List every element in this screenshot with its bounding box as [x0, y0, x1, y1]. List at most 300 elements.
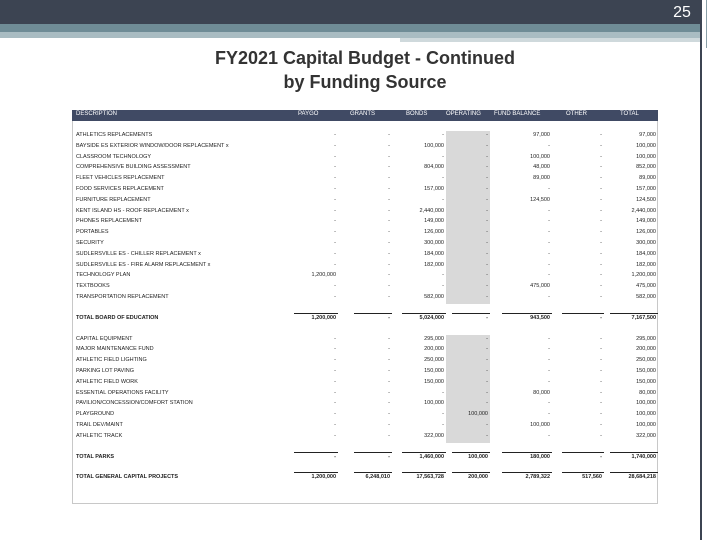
cell-operating: - — [486, 185, 488, 192]
cell-paygo: - — [334, 283, 336, 290]
table-row — [72, 196, 658, 207]
cell-paygo: - — [334, 400, 336, 407]
table-row — [72, 293, 658, 304]
cell-grants: - — [388, 389, 390, 396]
cell-total: 150,000 — [636, 378, 656, 385]
cell-other: - — [600, 314, 602, 321]
cell-paygo: - — [334, 421, 336, 428]
cell-bonds: 100,000 — [424, 142, 444, 149]
total-underline — [452, 472, 490, 473]
total-underline — [502, 452, 552, 453]
table-row — [72, 271, 658, 282]
cell-total: 100,000 — [636, 153, 656, 160]
cell-operating: - — [486, 272, 488, 279]
row-description: PHONES REPLACEMENT — [76, 218, 143, 225]
table-row — [72, 207, 658, 218]
cell-other: - — [600, 335, 602, 342]
row-description: TRANSPORTATION REPLACEMENT — [76, 293, 169, 300]
cell-bonds: 300,000 — [424, 239, 444, 246]
cell-other: - — [600, 357, 602, 364]
table-row — [72, 282, 658, 293]
cell-operating: - — [486, 250, 488, 257]
total-underline — [402, 452, 446, 453]
cell-other: - — [600, 132, 602, 138]
cell-other: - — [600, 411, 602, 418]
cell-paygo: - — [334, 207, 336, 214]
total-underline — [402, 472, 446, 473]
cell-other: - — [600, 142, 602, 149]
cell-total: 582,000 — [636, 293, 656, 300]
row-description: PLAYGROUND — [76, 411, 115, 418]
row-description: FOOD SERVICES REPLACEMENT — [76, 185, 164, 192]
header-bonds: BONDS — [406, 111, 428, 117]
cell-other: - — [600, 250, 602, 257]
capital-budget-table — [72, 110, 658, 484]
cell-bonds: - — [442, 421, 444, 428]
table-row — [72, 345, 658, 356]
cell-paygo: - — [334, 261, 336, 268]
cell-total: 7,167,500 — [631, 314, 656, 321]
row-description: TECHNOLOGY PLAN — [76, 272, 131, 279]
cell-operating: - — [486, 239, 488, 246]
table-row — [72, 228, 658, 239]
cell-grants: - — [388, 378, 390, 385]
total-underline — [354, 472, 392, 473]
cell-paygo: 1,200,000 — [311, 272, 336, 279]
cell-paygo: - — [334, 196, 336, 203]
cell-fund-balance: - — [548, 346, 550, 353]
cell-other: - — [600, 272, 602, 279]
table-row — [72, 174, 658, 185]
cell-grants: - — [388, 400, 390, 407]
table-row — [72, 153, 658, 164]
cell-bonds: 5,024,000 — [419, 314, 444, 321]
cell-total: 322,000 — [636, 432, 656, 439]
cell-operating: - — [486, 378, 488, 385]
cell-total: 97,000 — [639, 132, 656, 138]
cell-total: 475,000 — [636, 283, 656, 290]
total-underline — [294, 452, 338, 453]
cell-other: - — [600, 283, 602, 290]
table-row — [72, 335, 658, 346]
total-underline — [562, 452, 604, 453]
cell-paygo: - — [334, 142, 336, 149]
cell-grants: - — [388, 153, 390, 160]
parks-section — [72, 335, 658, 443]
cell-grants: - — [388, 164, 390, 171]
cell-operating: - — [486, 229, 488, 236]
slide-title-line-1: FY2021 Capital Budget - Continued — [214, 48, 516, 68]
cell-operating: - — [486, 207, 488, 214]
cell-total: 300,000 — [636, 239, 656, 246]
cell-bonds: - — [442, 132, 444, 138]
cell-total: 100,000 — [636, 411, 656, 418]
cell-paygo: 1,200,000 — [311, 314, 336, 321]
row-description: TEXTBOOKS — [76, 283, 110, 290]
row-description: ESSENTIAL OPERATIONS FACILITY — [76, 389, 169, 396]
row-description: KENT ISLAND HS - ROOF REPLACEMENT x — [76, 207, 189, 214]
cell-paygo: - — [334, 346, 336, 353]
cell-bonds: - — [442, 283, 444, 290]
slide-title — [150, 46, 580, 94]
cell-fund-balance: 97,000 — [533, 132, 550, 138]
cell-bonds: 200,000 — [424, 346, 444, 353]
table-row — [72, 142, 658, 153]
cell-other: - — [600, 367, 602, 374]
cell-other: - — [600, 164, 602, 171]
cell-fund-balance: - — [548, 378, 550, 385]
table-row — [72, 163, 658, 174]
cell-fund-balance: - — [548, 293, 550, 300]
cell-bonds: 1,460,000 — [419, 453, 444, 460]
cell-bonds: 149,000 — [424, 218, 444, 225]
cell-paygo: - — [334, 432, 336, 439]
cell-grants: - — [388, 314, 390, 321]
table-row — [72, 356, 658, 367]
total-board-row-container — [72, 314, 658, 325]
table-row — [72, 367, 658, 378]
table-row — [72, 378, 658, 389]
cell-paygo: - — [334, 132, 336, 138]
cell-total: 295,000 — [636, 335, 656, 342]
cell-grants: - — [388, 346, 390, 353]
cell-bonds: 184,000 — [424, 250, 444, 257]
cell-fund-balance: - — [548, 432, 550, 439]
cell-grants: - — [388, 250, 390, 257]
total-underline — [610, 472, 658, 473]
cell-operating: - — [486, 283, 488, 290]
cell-operating: - — [486, 367, 488, 374]
cell-grants: - — [388, 283, 390, 290]
cell-fund-balance: 100,000 — [530, 153, 550, 160]
cell-total: 126,000 — [636, 229, 656, 236]
row-description: TOTAL PARKS — [76, 453, 115, 460]
cell-bonds: - — [442, 411, 444, 418]
cell-total: 200,000 — [636, 346, 656, 353]
table-row — [72, 410, 658, 421]
cell-other: - — [600, 346, 602, 353]
cell-paygo: - — [334, 229, 336, 236]
cell-operating: - — [486, 346, 488, 353]
cell-fund-balance: 48,000 — [533, 164, 550, 171]
table-row — [72, 250, 658, 261]
cell-bonds: 150,000 — [424, 367, 444, 374]
cell-bonds: - — [442, 196, 444, 203]
table-spacer — [72, 325, 658, 335]
cell-bonds: 182,000 — [424, 261, 444, 268]
header-paygo: PAYGO — [298, 111, 319, 117]
cell-other: - — [600, 229, 602, 236]
row-description: ATHLETIC TRACK — [76, 432, 123, 439]
cell-operating: - — [486, 164, 488, 171]
cell-total: 1,200,000 — [631, 272, 656, 279]
row-description: ATHLETICS REPLACEMENTS — [76, 132, 153, 138]
cell-grants: 6,248,010 — [365, 474, 390, 481]
cell-paygo: - — [334, 378, 336, 385]
table-row — [72, 399, 658, 410]
total-row — [72, 473, 658, 484]
cell-operating: - — [486, 142, 488, 149]
cell-operating: 200,000 — [468, 474, 488, 481]
total-underline — [562, 313, 604, 314]
table-row — [72, 432, 658, 443]
cell-total: 124,500 — [636, 196, 656, 203]
cell-paygo: - — [334, 367, 336, 374]
cell-grants: - — [388, 196, 390, 203]
cell-operating: 100,000 — [468, 411, 488, 418]
slide-top-bar — [0, 0, 700, 24]
cell-bonds: - — [442, 272, 444, 279]
cell-fund-balance: - — [548, 218, 550, 225]
cell-fund-balance: - — [548, 239, 550, 246]
cell-operating: - — [486, 421, 488, 428]
table-row — [72, 261, 658, 272]
cell-total: 157,000 — [636, 185, 656, 192]
cell-operating: - — [486, 335, 488, 342]
cell-paygo: - — [334, 250, 336, 257]
row-description: PORTABLES — [76, 229, 109, 236]
cell-paygo: - — [334, 357, 336, 364]
table-row — [72, 421, 658, 432]
cell-fund-balance: - — [548, 411, 550, 418]
table-row — [72, 389, 658, 400]
row-description: MAJOR MAINTENANCE FUND — [76, 346, 154, 353]
cell-operating: - — [486, 153, 488, 160]
cell-other: - — [600, 421, 602, 428]
cell-other: - — [600, 196, 602, 203]
row-description: SUDLERSVILLE ES - FIRE ALARM REPLACEMENT x — [76, 261, 211, 268]
cell-bonds: 2,440,000 — [419, 207, 444, 214]
total-underline — [562, 472, 604, 473]
cell-paygo: - — [334, 389, 336, 396]
cell-grants: - — [388, 367, 390, 374]
row-description: TRAIL DEV/MAINT — [76, 421, 123, 428]
cell-bonds: 157,000 — [424, 185, 444, 192]
cell-total: 182,000 — [636, 261, 656, 268]
cell-bonds: 250,000 — [424, 357, 444, 364]
cell-total: 149,000 — [636, 218, 656, 225]
cell-other: - — [600, 207, 602, 214]
header-description: DESCRIPTION — [76, 111, 118, 117]
cell-fund-balance: - — [548, 335, 550, 342]
slide-title-line-2: by Funding Source — [283, 72, 447, 92]
row-description: PARKING LOT PAVING — [76, 367, 134, 374]
total-underline — [452, 313, 490, 314]
slide-right-rule-thin — [706, 0, 707, 48]
cell-fund-balance: 2,789,322 — [525, 474, 550, 481]
cell-other: 517,560 — [582, 474, 602, 481]
cell-operating: - — [486, 389, 488, 396]
cell-grants: - — [388, 175, 390, 182]
total-underline — [610, 452, 658, 453]
cell-paygo: - — [334, 153, 336, 160]
slide-number: 25 — [673, 4, 691, 21]
table-row — [72, 239, 658, 250]
cell-grants: - — [388, 207, 390, 214]
cell-bonds: - — [442, 153, 444, 160]
cell-operating: - — [486, 132, 488, 138]
total-underline — [354, 313, 392, 314]
cell-paygo: - — [334, 185, 336, 192]
row-description: TOTAL BOARD OF EDUCATION — [76, 314, 159, 321]
cell-paygo: - — [334, 164, 336, 171]
cell-grants: - — [388, 453, 390, 460]
table-row — [72, 185, 658, 196]
cell-other: - — [600, 293, 602, 300]
cell-bonds: - — [442, 389, 444, 396]
cell-total: 852,000 — [636, 164, 656, 171]
total-underline — [294, 313, 338, 314]
cell-total: 89,000 — [639, 175, 656, 182]
total-underline — [354, 452, 392, 453]
cell-operating: - — [486, 218, 488, 225]
cell-total: 250,000 — [636, 357, 656, 364]
cell-total: 80,000 — [639, 389, 656, 396]
cell-total: 1,740,000 — [631, 453, 656, 460]
cell-bonds: 322,000 — [424, 432, 444, 439]
cell-operating: - — [486, 314, 488, 321]
table-row — [72, 131, 658, 142]
cell-fund-balance: - — [548, 357, 550, 364]
cell-operating: - — [486, 400, 488, 407]
cell-grants: - — [388, 411, 390, 418]
cell-other: - — [600, 175, 602, 182]
total-underline — [452, 452, 490, 453]
cell-paygo: 1,200,000 — [311, 474, 336, 481]
cell-paygo: - — [334, 293, 336, 300]
cell-bonds: 100,000 — [424, 400, 444, 407]
total-parks-row-container — [72, 453, 658, 464]
row-description: PAVILION/CONCESSION/COMFORT STATION — [76, 400, 193, 407]
cell-fund-balance: - — [548, 250, 550, 257]
cell-fund-balance: - — [548, 400, 550, 407]
total-underline — [502, 313, 552, 314]
cell-grants: - — [388, 357, 390, 364]
cell-other: - — [600, 453, 602, 460]
cell-operating: - — [486, 175, 488, 182]
cell-grants: - — [388, 432, 390, 439]
row-description: SECURITY — [76, 239, 104, 246]
cell-other: - — [600, 261, 602, 268]
total-general-row-container — [72, 473, 658, 484]
cell-other: - — [600, 400, 602, 407]
cell-fund-balance: 943,500 — [530, 314, 550, 321]
row-description: CLASSROOM TECHNOLOGY — [76, 153, 152, 160]
cell-grants: - — [388, 239, 390, 246]
cell-paygo: - — [334, 175, 336, 182]
header-fund-balance: FUND BALANCE — [494, 111, 541, 117]
cell-paygo: - — [334, 239, 336, 246]
cell-paygo: - — [334, 411, 336, 418]
slide-accent-band-thin — [400, 38, 700, 42]
cell-bonds: 295,000 — [424, 335, 444, 342]
cell-bonds: 17,563,728 — [416, 474, 444, 481]
cell-fund-balance: - — [548, 367, 550, 374]
total-row — [72, 453, 658, 464]
cell-fund-balance: - — [548, 229, 550, 236]
cell-grants: - — [388, 185, 390, 192]
total-row — [72, 314, 658, 325]
cell-grants: - — [388, 293, 390, 300]
cell-other: - — [600, 389, 602, 396]
cell-grants: - — [388, 335, 390, 342]
cell-other: - — [600, 378, 602, 385]
cell-bonds: 582,000 — [424, 293, 444, 300]
row-description: SUDLERSVILLE ES - CHILLER REPLACEMENT x — [76, 250, 201, 257]
cell-total: 100,000 — [636, 142, 656, 149]
row-description: ATHLETIC FIELD LIGHTING — [76, 357, 147, 364]
board-of-education-section — [72, 131, 658, 304]
cell-fund-balance: 100,000 — [530, 421, 550, 428]
header-other: OTHER — [566, 111, 587, 117]
total-underline — [402, 313, 446, 314]
cell-total: 100,000 — [636, 421, 656, 428]
cell-fund-balance: 124,500 — [530, 196, 550, 203]
cell-paygo: - — [334, 335, 336, 342]
cell-operating: - — [486, 196, 488, 203]
cell-grants: - — [388, 132, 390, 138]
cell-grants: - — [388, 261, 390, 268]
row-description: FLEET VEHICLES REPLACEMENT — [76, 175, 165, 182]
cell-operating: - — [486, 357, 488, 364]
cell-bonds: - — [442, 175, 444, 182]
table-spacer — [72, 121, 658, 131]
cell-fund-balance: 89,000 — [533, 175, 550, 182]
cell-fund-balance: - — [548, 261, 550, 268]
cell-operating: - — [486, 432, 488, 439]
cell-grants: - — [388, 229, 390, 236]
cell-bonds: 804,000 — [424, 164, 444, 171]
cell-total: 2,440,000 — [631, 207, 656, 214]
cell-paygo: - — [334, 453, 336, 460]
cell-total: 150,000 — [636, 367, 656, 374]
cell-grants: - — [388, 421, 390, 428]
cell-total: 28,684,218 — [628, 474, 656, 481]
row-description: BAYSIDE ES EXTERIOR WINDOW/DOOR REPLACEMENT x — [76, 142, 229, 149]
slide-right-rule — [700, 0, 702, 540]
row-description: CAPITAL EQUIPMENT — [76, 335, 133, 342]
total-underline — [502, 472, 552, 473]
cell-fund-balance: 180,000 — [530, 453, 550, 460]
cell-other: - — [600, 185, 602, 192]
cell-paygo: - — [334, 218, 336, 225]
cell-total: 184,000 — [636, 250, 656, 257]
cell-other: - — [600, 432, 602, 439]
cell-operating: 100,000 — [468, 453, 488, 460]
total-underline — [610, 313, 658, 314]
slide-accent-band — [0, 24, 700, 32]
cell-fund-balance: 475,000 — [530, 283, 550, 290]
cell-fund-balance: - — [548, 272, 550, 279]
header-total: TOTAL — [620, 111, 639, 117]
cell-operating: - — [486, 293, 488, 300]
table-header-row — [72, 110, 658, 121]
cell-fund-balance: - — [548, 185, 550, 192]
cell-fund-balance: 80,000 — [533, 389, 550, 396]
cell-bonds: 150,000 — [424, 378, 444, 385]
table-row — [72, 217, 658, 228]
cell-fund-balance: - — [548, 142, 550, 149]
cell-grants: - — [388, 142, 390, 149]
cell-fund-balance: - — [548, 207, 550, 214]
cell-grants: - — [388, 272, 390, 279]
total-underline — [294, 472, 338, 473]
header-grants: GRANTS — [350, 111, 376, 117]
cell-operating: - — [486, 261, 488, 268]
row-description: FURNITURE REPLACEMENT — [76, 196, 151, 203]
row-description: TOTAL GENERAL CAPITAL PROJECTS — [76, 474, 179, 481]
cell-other: - — [600, 218, 602, 225]
